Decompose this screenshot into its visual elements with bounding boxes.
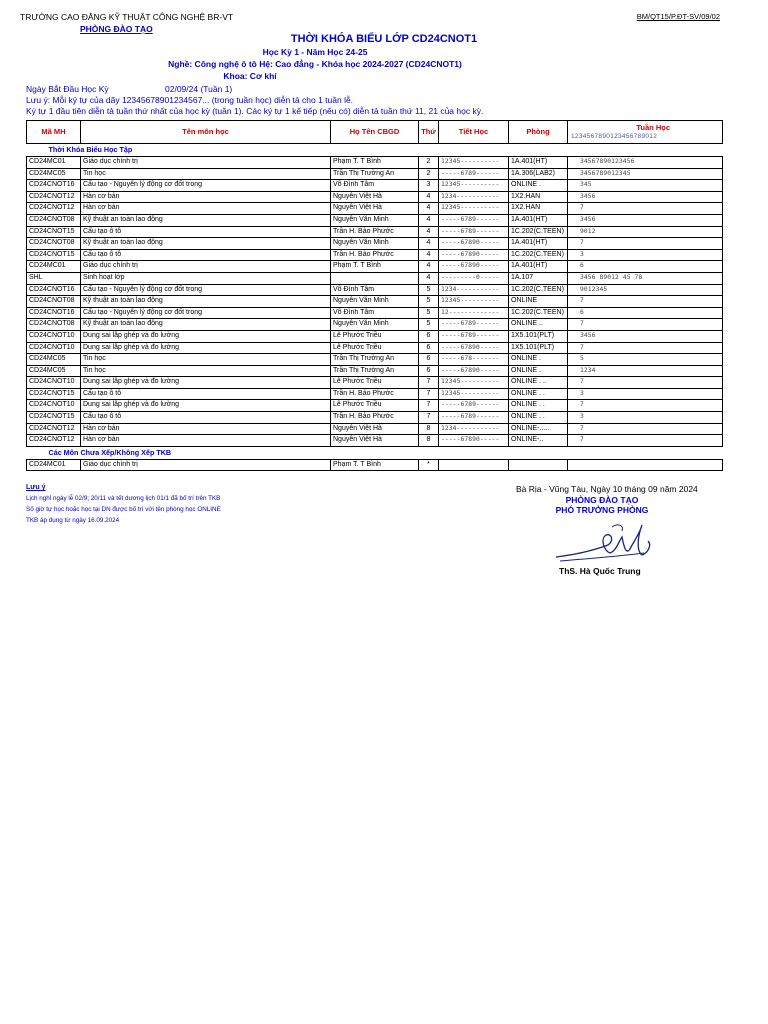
table-row <box>27 214 723 226</box>
cell-ma-mh: CD24MC01 <box>27 261 81 273</box>
cell-thu: 4 <box>419 272 439 284</box>
cell-thu: 4 <box>419 203 439 215</box>
cell-giang-vien: Trần H. Bảo Phước <box>331 249 419 261</box>
cell-tiet: -----6789------ <box>439 330 509 342</box>
cell-phong: 1A.401(HT) <box>509 261 568 273</box>
cell-giang-vien: Võ Đình Tâm <box>331 180 419 192</box>
cell-ten-mon: Sinh hoạt lớp <box>81 272 331 284</box>
cell-tuan: 6 <box>568 261 723 273</box>
cell-phong: 1C.202(C.TEEN) <box>509 249 568 261</box>
cell-ma-mh: CD24CNOT16 <box>27 284 81 296</box>
cell-giang-vien: Võ Đình Tâm <box>331 307 419 319</box>
cell-thu: 7 <box>419 412 439 424</box>
cell-ten-mon: Tin học <box>81 168 331 180</box>
cell-phong: ONLINE .. <box>509 319 568 331</box>
cell-phong: 1A.401(HT) <box>509 157 568 169</box>
start-date-value: 02/09/24 (Tuần 1) <box>165 84 233 94</box>
cell-tuan: 3456 <box>568 214 723 226</box>
cell-tuan: 9012345 <box>568 284 723 296</box>
section-title-schedule: Thời Khóa Biểu Học Tập <box>48 145 133 154</box>
table-row <box>27 157 723 169</box>
cell-phong: ONLINE . . <box>509 412 568 424</box>
cell-tiet: -----6789------ <box>439 214 509 226</box>
cell-phong: 1A.401(HT) <box>509 238 568 250</box>
cell-tiet: -----67890----- <box>439 342 509 354</box>
semester-line: Học Kỳ 1 - Năm Học 24-25 <box>262 47 368 57</box>
cell-tiet: -----67890----- <box>439 365 509 377</box>
cell-ten-mon: Kỹ thuật an toàn lao động <box>81 296 331 308</box>
cell-ten-mon: Hàn cơ bản <box>81 191 331 203</box>
table-row <box>27 412 723 424</box>
cell-giang-vien: Phạm T. T Bình <box>331 459 419 471</box>
cell-ma-mh: CD24CNOT15 <box>27 226 81 238</box>
cell-giang-vien: Lê Phước Triều <box>331 377 419 389</box>
col-header-giang-vien: Họ Tên CBGD <box>331 121 419 144</box>
cell-ten-mon: Tin học <box>81 354 331 366</box>
cell-phong: 1C.202(C.TEEN) <box>509 226 568 238</box>
cell-tuan: 7 <box>568 400 723 412</box>
cell-thu: 5 <box>419 284 439 296</box>
cell-tuan: 3 <box>568 412 723 424</box>
cell-phong: ONLINE . .. <box>509 377 568 389</box>
table-row <box>27 191 723 203</box>
cell-ma-mh: CD24MC01 <box>27 459 81 471</box>
cell-tuan: 345 <box>568 180 723 192</box>
program-line: Nghề: Công nghệ ô tô Hệ: Cao đẳng - Khóa học 2024-2027 (CD24CNOT1) <box>168 59 462 69</box>
signer-name: ThS. Hà Quốc Trung <box>559 566 641 576</box>
cell-giang-vien: Nguyễn Văn Minh <box>331 214 419 226</box>
cell-thu: 6 <box>419 330 439 342</box>
cell-tuan: 7 <box>568 342 723 354</box>
table-row <box>27 435 723 447</box>
cell-thu: 2 <box>419 168 439 180</box>
cell-thu: 6 <box>419 342 439 354</box>
cell-giang-vien: Lê Phước Triều <box>331 330 419 342</box>
cell-tiet: -----6789------ <box>439 319 509 331</box>
table-row <box>27 180 723 192</box>
cell-ma-mh: SHL <box>27 272 81 284</box>
cell-tuan: 3456 89012 45 78 <box>568 272 723 284</box>
cell-phong: 1C.202(C.TEEN) <box>509 284 568 296</box>
table-row <box>27 238 723 250</box>
week-note-1: Lưu ý: Mỗi ký tự của dãy 12345678901234567... (trong tuần học) diễn tả cho 1 tuần lễ. <box>26 95 354 105</box>
cell-tiet: 1234----------- <box>439 284 509 296</box>
cell-ten-mon: Cấu tạo - Nguyên lý động cơ đốt trong <box>81 284 331 296</box>
cell-phong: 1A.107 <box>509 272 568 284</box>
cell-giang-vien: Phạm T. T Bình <box>331 157 419 169</box>
table-row <box>27 307 723 319</box>
cell-phong: 1C.202(C.TEEN) <box>509 307 568 319</box>
cell-thu: 4 <box>419 261 439 273</box>
cell-thu: 8 <box>419 435 439 447</box>
cell-ma-mh: CD24CNOT10 <box>27 330 81 342</box>
cell-thu: 4 <box>419 238 439 250</box>
cell-tiet: 1234----------- <box>439 423 509 435</box>
cell-phong <box>509 459 568 471</box>
cell-ten-mon: Kỹ thuật an toàn lao động <box>81 238 331 250</box>
cell-ten-mon: Kỹ thuật an toàn lao động <box>81 319 331 331</box>
cell-tiet: ---------0----- <box>439 272 509 284</box>
cell-thu: 4 <box>419 191 439 203</box>
cell-tuan: 7 <box>568 238 723 250</box>
table-row <box>27 365 723 377</box>
section-row-unscheduled <box>27 446 723 459</box>
cell-tiet: 12345---------- <box>439 296 509 308</box>
cell-tuan: 6 <box>568 307 723 319</box>
cell-giang-vien: Võ Đình Tâm <box>331 284 419 296</box>
cell-tiet: 12345---------- <box>439 203 509 215</box>
page-title: THỜI KHÓA BIỂU LỚP CD24CNOT1 <box>290 33 478 45</box>
signer-position: PHÓ TRƯỞNG PHÒNG <box>555 505 649 515</box>
cell-phong: ONLINE . . <box>509 400 568 412</box>
cell-phong: ONLINE <box>509 296 568 308</box>
col-header-ma-mh: Mã MH <box>27 121 81 144</box>
cell-ma-mh: CD24CNOT08 <box>27 319 81 331</box>
col-header-thu: Thứ <box>419 121 439 144</box>
cell-tiet: 1234----------- <box>439 191 509 203</box>
table-row <box>27 284 723 296</box>
cell-ma-mh: CD24CNOT08 <box>27 214 81 226</box>
cell-giang-vien: Nguyễn Việt Hà <box>331 435 419 447</box>
form-code: BM/QT15/P.ĐT-SV/09/02 <box>636 12 720 21</box>
table-row <box>27 226 723 238</box>
cell-tiet: 12345---------- <box>439 377 509 389</box>
cell-tuan <box>568 459 723 471</box>
cell-thu: 6 <box>419 365 439 377</box>
cell-ten-mon: Cấu tạo ô tô <box>81 226 331 238</box>
cell-tuan: 3 <box>568 249 723 261</box>
cell-ten-mon: Giáo dục chính trị <box>81 261 331 273</box>
cell-giang-vien: Trần H. Bảo Phước <box>331 412 419 424</box>
cell-ten-mon: Dung sai lắp ghép và đo lường <box>81 400 331 412</box>
cell-tuan: 1234 <box>568 365 723 377</box>
cell-ten-mon: Hàn cơ bản <box>81 423 331 435</box>
cell-tuan: 7 <box>568 203 723 215</box>
cell-tiet: -----6789------ <box>439 168 509 180</box>
cell-ma-mh: CD24CNOT08 <box>27 296 81 308</box>
cell-giang-vien: Trần Thị Trường An <box>331 354 419 366</box>
cell-giang-vien: Phạm T. T Bình <box>331 261 419 273</box>
cell-ma-mh: CD24CNOT12 <box>27 423 81 435</box>
cell-ten-mon: Giáo dục chính trị <box>81 157 331 169</box>
cell-phong: 1X2.HAN <box>509 191 568 203</box>
cell-thu: 7 <box>419 400 439 412</box>
cell-phong: ONLINE . . <box>509 388 568 400</box>
cell-phong: 1A.306(LAB2) <box>509 168 568 180</box>
col-header-tiet: Tiết Học <box>439 121 509 144</box>
cell-phong: 1A.401(HT) <box>509 214 568 226</box>
cell-phong: 1X2.HAN <box>509 203 568 215</box>
cell-ma-mh: CD24MC05 <box>27 365 81 377</box>
cell-thu: 4 <box>419 226 439 238</box>
cell-tiet: 12------------- <box>439 307 509 319</box>
cell-ten-mon: Cấu tạo ô tô <box>81 412 331 424</box>
cell-ten-mon: Tin học <box>81 365 331 377</box>
cell-thu: 5 <box>419 307 439 319</box>
timetable <box>26 120 723 471</box>
cell-tiet: -----67890----- <box>439 249 509 261</box>
cell-ma-mh: CD24CNOT10 <box>27 377 81 389</box>
cell-ten-mon: Cấu tạo ô tô <box>81 249 331 261</box>
cell-giang-vien: Nguyễn Văn Minh <box>331 238 419 250</box>
cell-giang-vien: Trần H. Bảo Phước <box>331 226 419 238</box>
cell-tuan: 3 <box>568 388 723 400</box>
cell-thu: 7 <box>419 388 439 400</box>
cell-tuan: 7 <box>568 423 723 435</box>
cell-tuan: 3456789012345 <box>568 168 723 180</box>
cell-ma-mh: CD24CNOT12 <box>27 191 81 203</box>
cell-phong: ONLINE . <box>509 354 568 366</box>
place-date: Bà Rịa - Vũng Tàu, Ngày 10 tháng 09 năm 2024 <box>516 484 698 494</box>
cell-giang-vien: Nguyễn Việt Hà <box>331 191 419 203</box>
cell-tiet: -----6789------ <box>439 226 509 238</box>
cell-tuan: 7 <box>568 319 723 331</box>
cell-giang-vien: Nguyễn Việt Hà <box>331 423 419 435</box>
cell-tiet: -----6789------ <box>439 400 509 412</box>
cell-ma-mh: CD24CNOT12 <box>27 435 81 447</box>
cell-thu: 5 <box>419 319 439 331</box>
department-name: PHÒNG ĐÀO TẠO <box>80 24 153 34</box>
cell-ten-mon: Cấu tạo ô tô <box>81 388 331 400</box>
cell-tuan: 7 <box>568 377 723 389</box>
table-row <box>27 388 723 400</box>
tuan-hoc-label: Tuần Học <box>636 123 670 132</box>
cell-thu: 4 <box>419 214 439 226</box>
cell-phong: ONLINE-.. <box>509 435 568 447</box>
cell-ten-mon: Giáo dục chính trị <box>81 459 331 471</box>
table-row <box>27 319 723 331</box>
signer-office: PHÒNG ĐÀO TẠO <box>565 495 639 505</box>
cell-tiet: -----67890----- <box>439 435 509 447</box>
table-row <box>27 400 723 412</box>
note-line: TKB áp dụng từ ngày 16.09.2024 <box>26 517 120 524</box>
cell-ten-mon: Hàn cơ bản <box>81 435 331 447</box>
cell-ten-mon: Dung sai lắp ghép và đo lường <box>81 377 331 389</box>
start-date-label: Ngày Bắt Đầu Học Kỳ <box>26 84 109 94</box>
cell-ten-mon: Hàn cơ bản <box>81 203 331 215</box>
cell-phong: ONLINE . <box>509 180 568 192</box>
cell-tuan: 3456 <box>568 191 723 203</box>
cell-thu: 7 <box>419 377 439 389</box>
cell-ten-mon: Cấu tạo - Nguyên lý động cơ đốt trong <box>81 307 331 319</box>
table-row <box>27 249 723 261</box>
cell-giang-vien: Lê Phước Triều <box>331 400 419 412</box>
cell-ten-mon: Kỹ thuật an toàn lao động <box>81 214 331 226</box>
cell-ten-mon: Cấu tạo - Nguyên lý động cơ đốt trong <box>81 180 331 192</box>
table-row <box>27 342 723 354</box>
cell-ma-mh: CD24MC05 <box>27 168 81 180</box>
cell-tuan: 5 <box>568 354 723 366</box>
cell-thu: 6 <box>419 354 439 366</box>
week-sequence: 1234567890123456789012 <box>571 133 658 140</box>
table-header-row <box>27 121 723 144</box>
cell-giang-vien: Nguyễn Văn Minh <box>331 319 419 331</box>
cell-thu: 5 <box>419 296 439 308</box>
school-name: TRƯỜNG CAO ĐẲNG KỸ THUẬT CÔNG NGHỆ BR-VT <box>20 12 234 22</box>
col-header-tuan <box>568 121 723 144</box>
cell-tuan: 7 <box>568 296 723 308</box>
cell-thu: 3 <box>419 180 439 192</box>
section-title-unscheduled: Các Môn Chưa Xếp/Không Xếp TKB <box>48 447 172 457</box>
cell-giang-vien: Nguyễn Văn Minh <box>331 296 419 308</box>
cell-tiet: -----67890----- <box>439 238 509 250</box>
cell-ten-mon: Dung sai lắp ghép và đo lường <box>81 342 331 354</box>
cell-ma-mh: CD24CNOT08 <box>27 238 81 250</box>
section-row-schedule <box>27 144 723 157</box>
cell-ma-mh: CD24CNOT15 <box>27 249 81 261</box>
cell-ma-mh: CD24CNOT16 <box>27 307 81 319</box>
table-row <box>27 296 723 308</box>
note-line: Số giờ tự học hoặc học tại DN được bố trí với tên phòng học ONLINE <box>26 506 221 513</box>
cell-phong: ONLINE-..... <box>509 423 568 435</box>
col-header-phong: Phòng <box>509 121 568 144</box>
col-header-ten-mon: Tên môn học <box>81 121 331 144</box>
cell-tiet: 12345---------- <box>439 388 509 400</box>
cell-phong: 1X5.101(PLT) <box>509 342 568 354</box>
cell-ma-mh: CD24CNOT10 <box>27 342 81 354</box>
table-row <box>27 377 723 389</box>
cell-giang-vien: Trần H. Bảo Phước <box>331 388 419 400</box>
cell-ten-mon: Dung sai lắp ghép và đo lường <box>81 330 331 342</box>
cell-tiet: -----6789------ <box>439 412 509 424</box>
faculty-line: Khoa: Cơ khí <box>223 71 277 81</box>
week-note-2: Ký tự 1 đầu tiên diễn tả tuần thứ nhất của học kỳ (tuần 1). Các ký tự 1 kế tiếp (nếu có) diễn tả tuần thứ 11, 21 của học kỳ. <box>26 106 484 116</box>
cell-thu: 2 <box>419 157 439 169</box>
cell-thu: * <box>419 459 439 471</box>
note-line: Lịch nghỉ ngày lễ 02/9; 20/11 và tết dương lịch 01/1 đã bố trí trên TKB <box>26 495 221 502</box>
cell-tiet: 12345---------- <box>439 157 509 169</box>
cell-tuan: 7 <box>568 435 723 447</box>
cell-giang-vien <box>331 272 419 284</box>
cell-tiet: 12345---------- <box>439 180 509 192</box>
table-row-unscheduled <box>27 459 723 471</box>
table-row <box>27 330 723 342</box>
cell-tuan: 3456 <box>568 330 723 342</box>
cell-ma-mh: CD24CNOT12 <box>27 203 81 215</box>
table-row <box>27 261 723 273</box>
cell-giang-vien: Trần Thị Trường An <box>331 365 419 377</box>
table-row <box>27 423 723 435</box>
cell-thu: 4 <box>419 249 439 261</box>
table-row <box>27 168 723 180</box>
notes-heading: Lưu ý <box>26 484 46 491</box>
cell-tiet: -----678------- <box>439 354 509 366</box>
cell-tuan: 9012 <box>568 226 723 238</box>
cell-ma-mh: CD24MC05 <box>27 354 81 366</box>
table-row <box>27 272 723 284</box>
cell-tiet <box>439 459 509 471</box>
table-row <box>27 203 723 215</box>
cell-giang-vien: Trần Thị Trường An <box>331 168 419 180</box>
cell-giang-vien: Lê Phước Triều <box>331 342 419 354</box>
cell-tuan: 34567890123456 <box>568 157 723 169</box>
cell-phong: 1X5.101(PLT) <box>509 330 568 342</box>
cell-ma-mh: CD24MC01 <box>27 157 81 169</box>
cell-thu: 8 <box>419 423 439 435</box>
cell-ma-mh: CD24CNOT15 <box>27 388 81 400</box>
handwritten-signature <box>552 515 662 565</box>
cell-tiet: -----67890----- <box>439 261 509 273</box>
cell-phong: ONLINE . <box>509 365 568 377</box>
cell-ma-mh: CD24CNOT16 <box>27 180 81 192</box>
cell-giang-vien: Nguyễn Việt Hà <box>331 203 419 215</box>
cell-ma-mh: CD24CNOT10 <box>27 400 81 412</box>
cell-ma-mh: CD24CNOT15 <box>27 412 81 424</box>
table-row <box>27 354 723 366</box>
